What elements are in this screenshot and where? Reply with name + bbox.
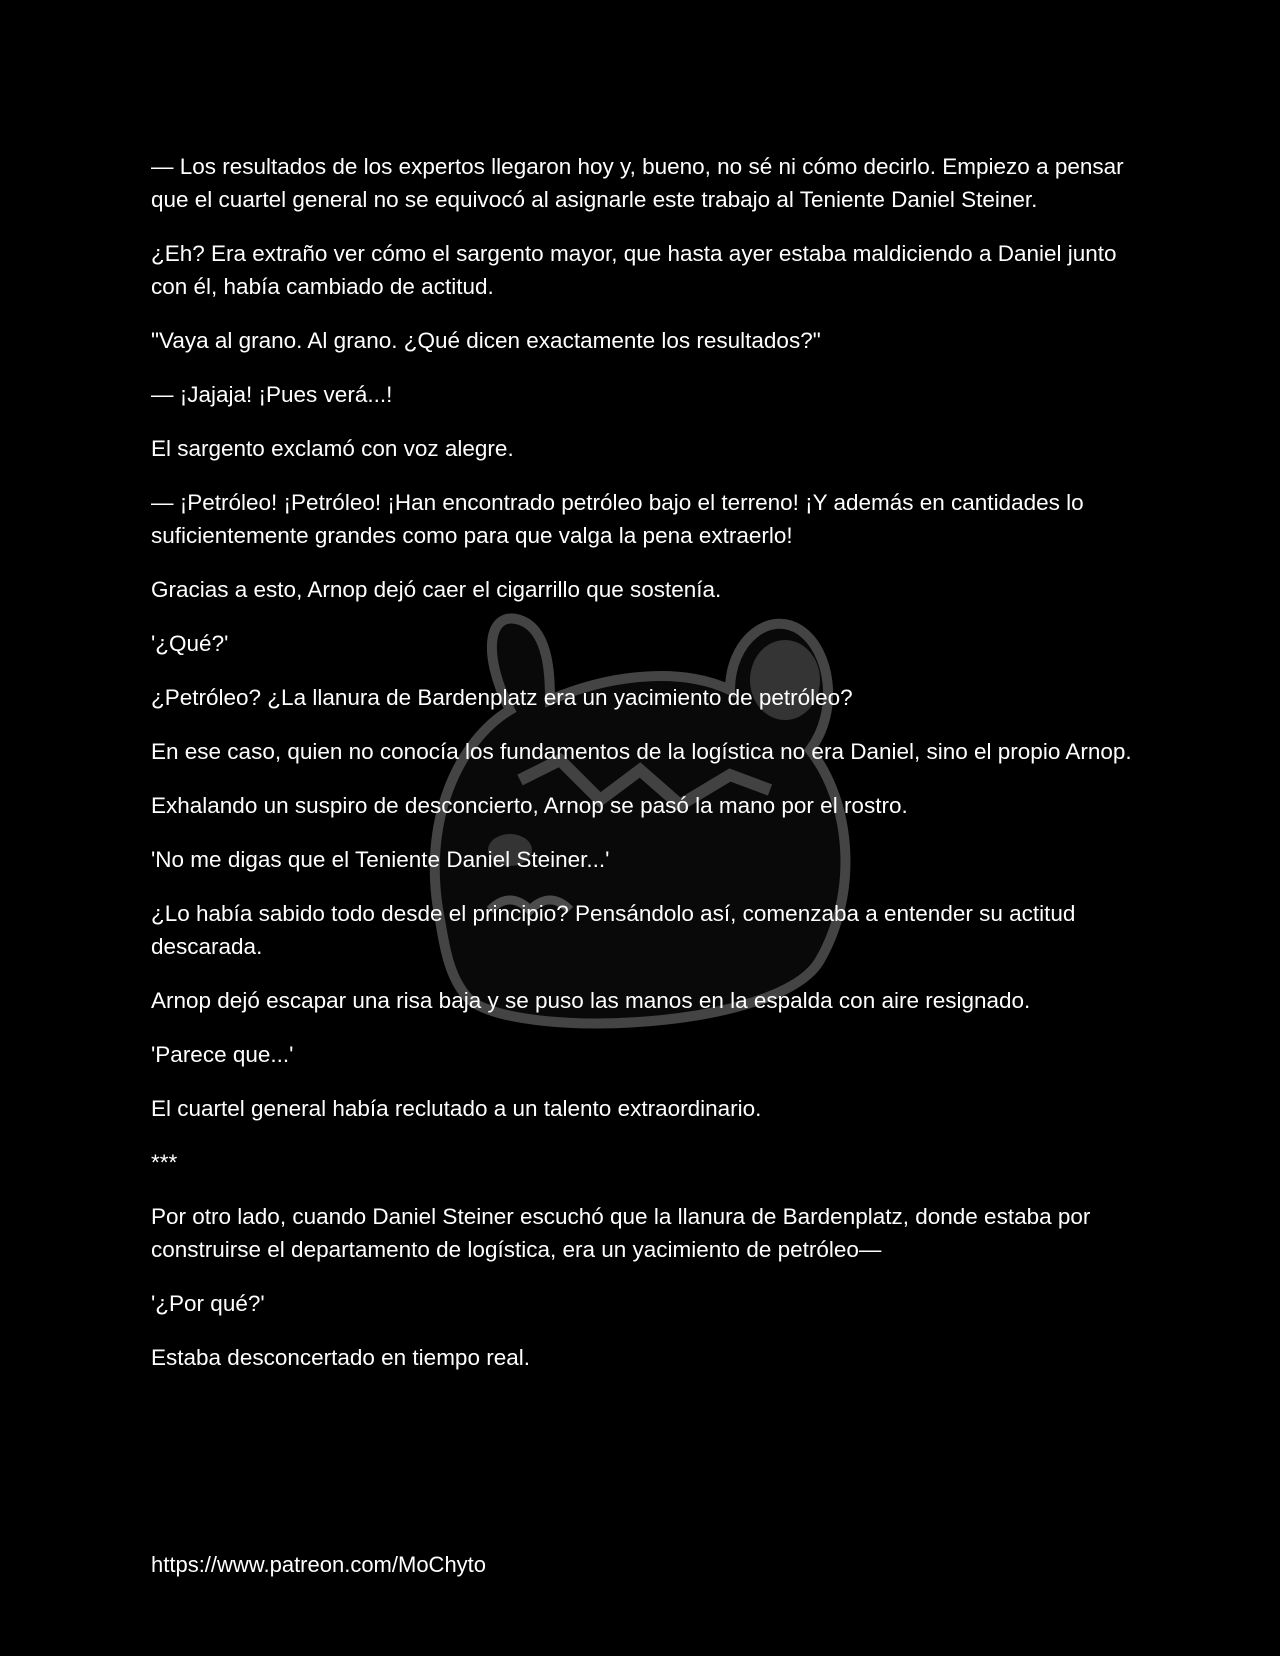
paragraph: Gracias a esto, Arnop dejó caer el cigarrillo que sostenía.: [151, 577, 722, 602]
paragraph: ¿Lo había sabido todo desde el principio? Pensándolo así, comenzaba a entender su actitud descarada.: [151, 901, 1076, 959]
paragraph: ¿Eh? Era extraño ver cómo el sargento mayor, que hasta ayer estaba maldiciendo a Daniel junto con él, había cambiado de actitud.: [151, 241, 1117, 299]
paragraph: "Vaya al grano. Al grano. ¿Qué dicen exactamente los resultados?": [151, 328, 821, 353]
paragraph: — ¡Jajaja! ¡Pues verá...!: [151, 382, 393, 407]
paragraph: El cuartel general había reclutado a un talento extraordinario.: [151, 1096, 762, 1121]
paragraph: '¿Por qué?': [151, 1291, 265, 1316]
scene-break: ***: [151, 1150, 178, 1175]
paragraph: En ese caso, quien no conocía los fundamentos de la logística no era Daniel, sino el propio Arnop.: [151, 739, 1132, 764]
paragraph: 'No me digas que el Teniente Daniel Steiner...': [151, 847, 610, 872]
paragraph: El sargento exclamó con voz alegre.: [151, 436, 514, 461]
patreon-link[interactable]: https://www.patreon.com/MoChyto: [151, 1552, 487, 1577]
paragraph: '¿Qué?': [151, 631, 229, 656]
paragraph: Por otro lado, cuando Daniel Steiner escuchó que la llanura de Bardenplatz, donde estaba por construirse el departamento de logística, era un yacimiento de petróleo—: [151, 1204, 1091, 1262]
paragraph: ¿Petróleo? ¿La llanura de Bardenplatz era un yacimiento de petróleo?: [151, 685, 853, 710]
paragraph: Arnop dejó escapar una risa baja y se puso las manos en la espalda con aire resignado.: [151, 988, 1031, 1013]
story-text: [151, 150, 1141, 1395]
paragraph: — ¡Petróleo! ¡Petróleo! ¡Han encontrado petróleo bajo el terreno! ¡Y además en cantidades lo suficientemente grandes como para que valga la pena extraerlo!: [151, 490, 1084, 548]
paragraph: — Los resultados de los expertos llegaron hoy y, bueno, no sé ni cómo decirlo. Empiezo a pensar que el cuartel general no se equivocó al asignarle este trabajo al Teniente Daniel Steiner.: [151, 154, 1124, 212]
paragraph: Estaba desconcertado en tiempo real.: [151, 1345, 530, 1370]
paragraph: 'Parece que...': [151, 1042, 294, 1067]
paragraph: Exhalando un suspiro de desconcierto, Arnop se pasó la mano por el rostro.: [151, 793, 908, 818]
